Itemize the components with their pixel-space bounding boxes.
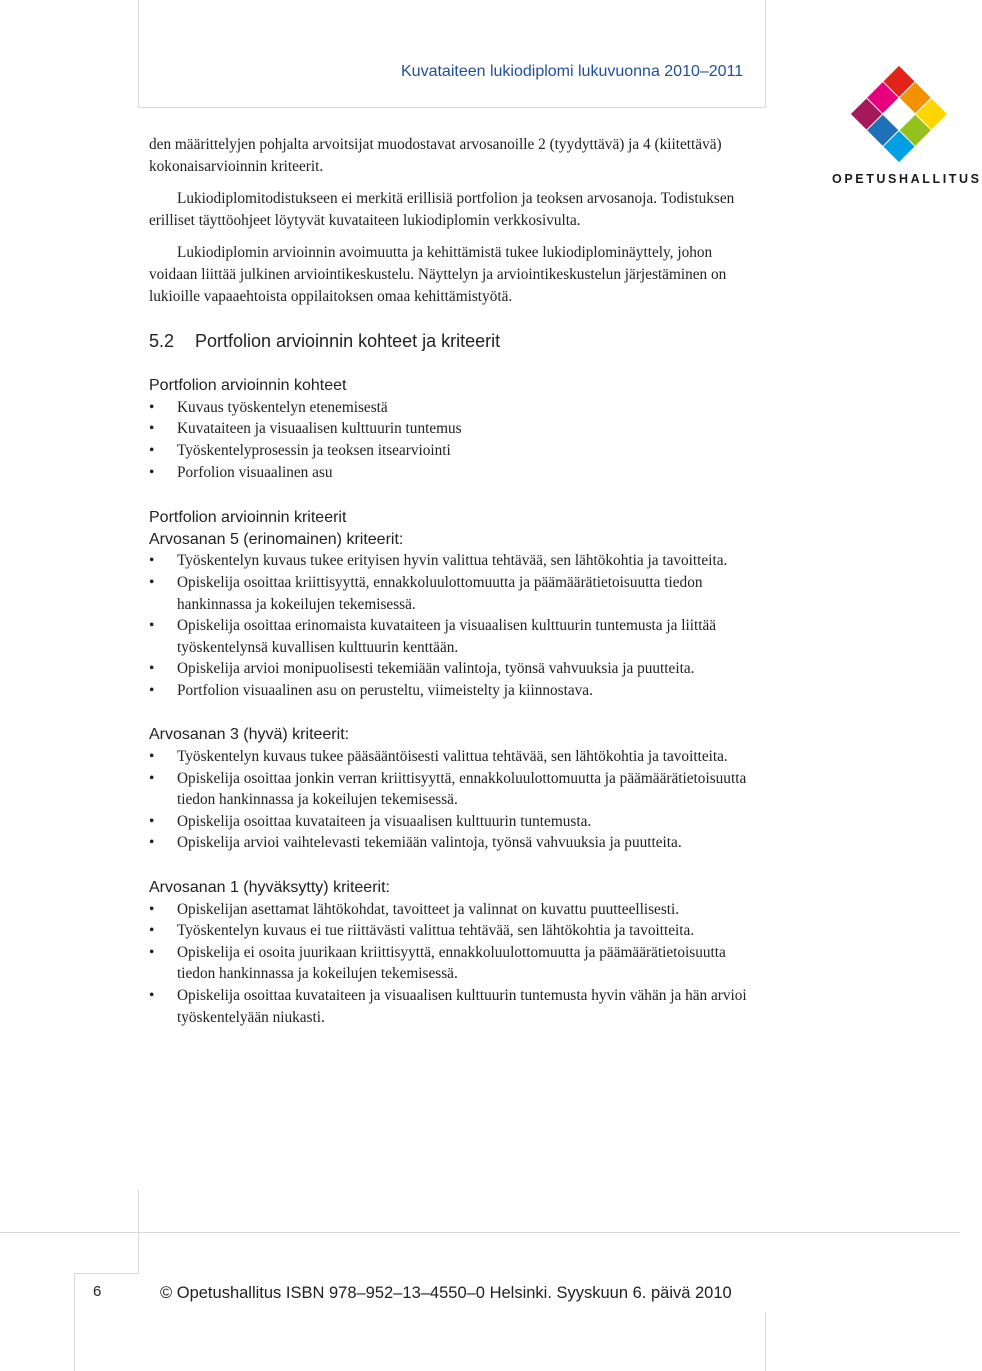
subheading-kohteet: Portfolion arvioinnin kohteet (149, 377, 347, 395)
footer-box-left (74, 1273, 75, 1371)
list-item: • Työskentelyn kuvaus tukee erityisen hyvin valittua tehtävää, sen lähtökohtia ja tavoitteita. (149, 550, 760, 572)
list-item: • Opiskelija osoittaa kriittisyyttä, ennakkoluulottomuutta ja päämäärätietoisuutta tiedon hankinnassa ja kokeilujen tekemisessä. (149, 572, 760, 615)
grade1-list (149, 899, 760, 1029)
list-item: • Opiskelija osoittaa erinomaista kuvataiteen ja visuaalisen kulttuurin tuntemusta ja liittää työskentelynsä kuvallisen kulttuurin kenttään. (149, 615, 760, 658)
intro-paragraph: Lukiodiplomin arvioinnin avoimuutta ja kehittämistä tukee lukiodiplominäyttely, johon voidaan liittää julkinen arviointikeskustelu. Näyttelyn ja arviointikeskustelun järjestäminen on lukioille vapaaehtoista oppilaitoksen omaa kehittämistyötä. (149, 244, 727, 305)
running-header: Kuvataiteen lukiodiplomi lukuvuonna 2010–2011 (401, 63, 744, 80)
footer-rule (0, 1232, 960, 1233)
grade3-heading: Arvosanan 3 (hyvä) kriteerit: (149, 726, 350, 744)
section-title: Portfolion arvioinnin kohteet ja kriteerit (195, 331, 501, 352)
logo-wordmark: OPETUSHALLITUS (832, 172, 982, 186)
section-number: 5.2 (149, 331, 175, 352)
list-item: • Opiskelijan asettamat lähtökohdat, tavoitteet ja valinnat on kuvattu puutteellisesti. (149, 899, 760, 921)
frame-line-right (765, 0, 766, 108)
header-rule (138, 107, 766, 108)
list-item: • Työskentelyn kuvaus ei tue riittävästi valittua tehtävää, sen lähtökohtia ja tavoitteita. (149, 920, 760, 942)
list-item: • Opiskelija arvioi vaihtelevasti tekemiään valintoja, työnsä vahvuuksia ja puutteita. (149, 832, 760, 854)
intro-paragraph: den määrittelyjen pohjalta arvoitsijat muodostavat arvosanoille 2 (tyydyttävä) ja 4 (kiitettävä) kokonaisarvioinnin kriteerit. (149, 136, 722, 175)
list-item: • Porfolion visuaalinen asu (149, 462, 760, 484)
subheading-kriteerit: Portfolion arvioinnin kriteerit (149, 509, 347, 527)
section-heading (149, 329, 760, 353)
list-item: • Portfolion visuaalinen asu on perusteltu, viimeistelty ja kiinnostava. (149, 680, 760, 702)
page-content (149, 134, 760, 1028)
opetushallitus-logo (830, 58, 960, 188)
kohteet-list (149, 397, 760, 483)
intro-paragraph: Lukiodiplomitodistukseen ei merkitä erillisiä portfolion ja teoksen arvosanoja. Todistuksen erilliset täyttöohjeet löytyvät kuvataiteen lukiodiplomin verkkosivulta. (149, 190, 735, 229)
list-item: • Työskentelyn kuvaus tukee pääsääntöisesti valittua tehtävää, sen lähtökohtia ja tavoitteita. (149, 746, 760, 768)
list-item: • Opiskelija ei osoita juurikaan kriittisyyttä, ennakkoluulottomuutta ja päämäärätietoisuutta tiedon hankinnassa ja kokeilujen tekemisessä. (149, 942, 760, 985)
list-item: • Opiskelija osoittaa kuvataiteen ja visuaalisen kulttuurin tuntemusta hyvin vähän ja hän arvioi työskentelyään niukasti. (149, 985, 760, 1028)
list-item: • Opiskelija arvioi monipuolisesti tekemiään valintoja, työnsä vahvuuksia ja puutteita. (149, 658, 760, 680)
grade5-list (149, 550, 760, 701)
grade5-heading: Arvosanan 5 (erinomainen) kriteerit: (149, 530, 404, 548)
frame-line-left (138, 0, 139, 108)
grade1-heading: Arvosanan 1 (hyväksytty) kriteerit: (149, 879, 390, 897)
page-number: 6 (93, 1283, 102, 1300)
grade3-list (149, 746, 760, 854)
footer-box-top (74, 1273, 139, 1274)
frame-line-right-bottom (765, 1312, 766, 1371)
list-item: • Opiskelija osoittaa jonkin verran kriittisyyttä, ennakkoluulottomuutta ja päämäärätietoisuutta tiedon hankinnassa ja kokeilujen tekemisessä. (149, 768, 760, 811)
list-item: • Opiskelija osoittaa kuvataiteen ja visuaalisen kulttuurin tuntemusta. (149, 811, 760, 833)
list-item: • Kuvataiteen ja visuaalisen kulttuurin tuntemus (149, 418, 760, 440)
footer-imprint: © Opetushallitus ISBN 978–952–13–4550–0 Helsinki. Syyskuun 6. päivä 2010 (160, 1284, 732, 1302)
list-item: • Kuvaus työskentelyn etenemisestä (149, 397, 760, 419)
list-item: • Työskentelyprosessin ja teoksen itsearviointi (149, 440, 760, 462)
